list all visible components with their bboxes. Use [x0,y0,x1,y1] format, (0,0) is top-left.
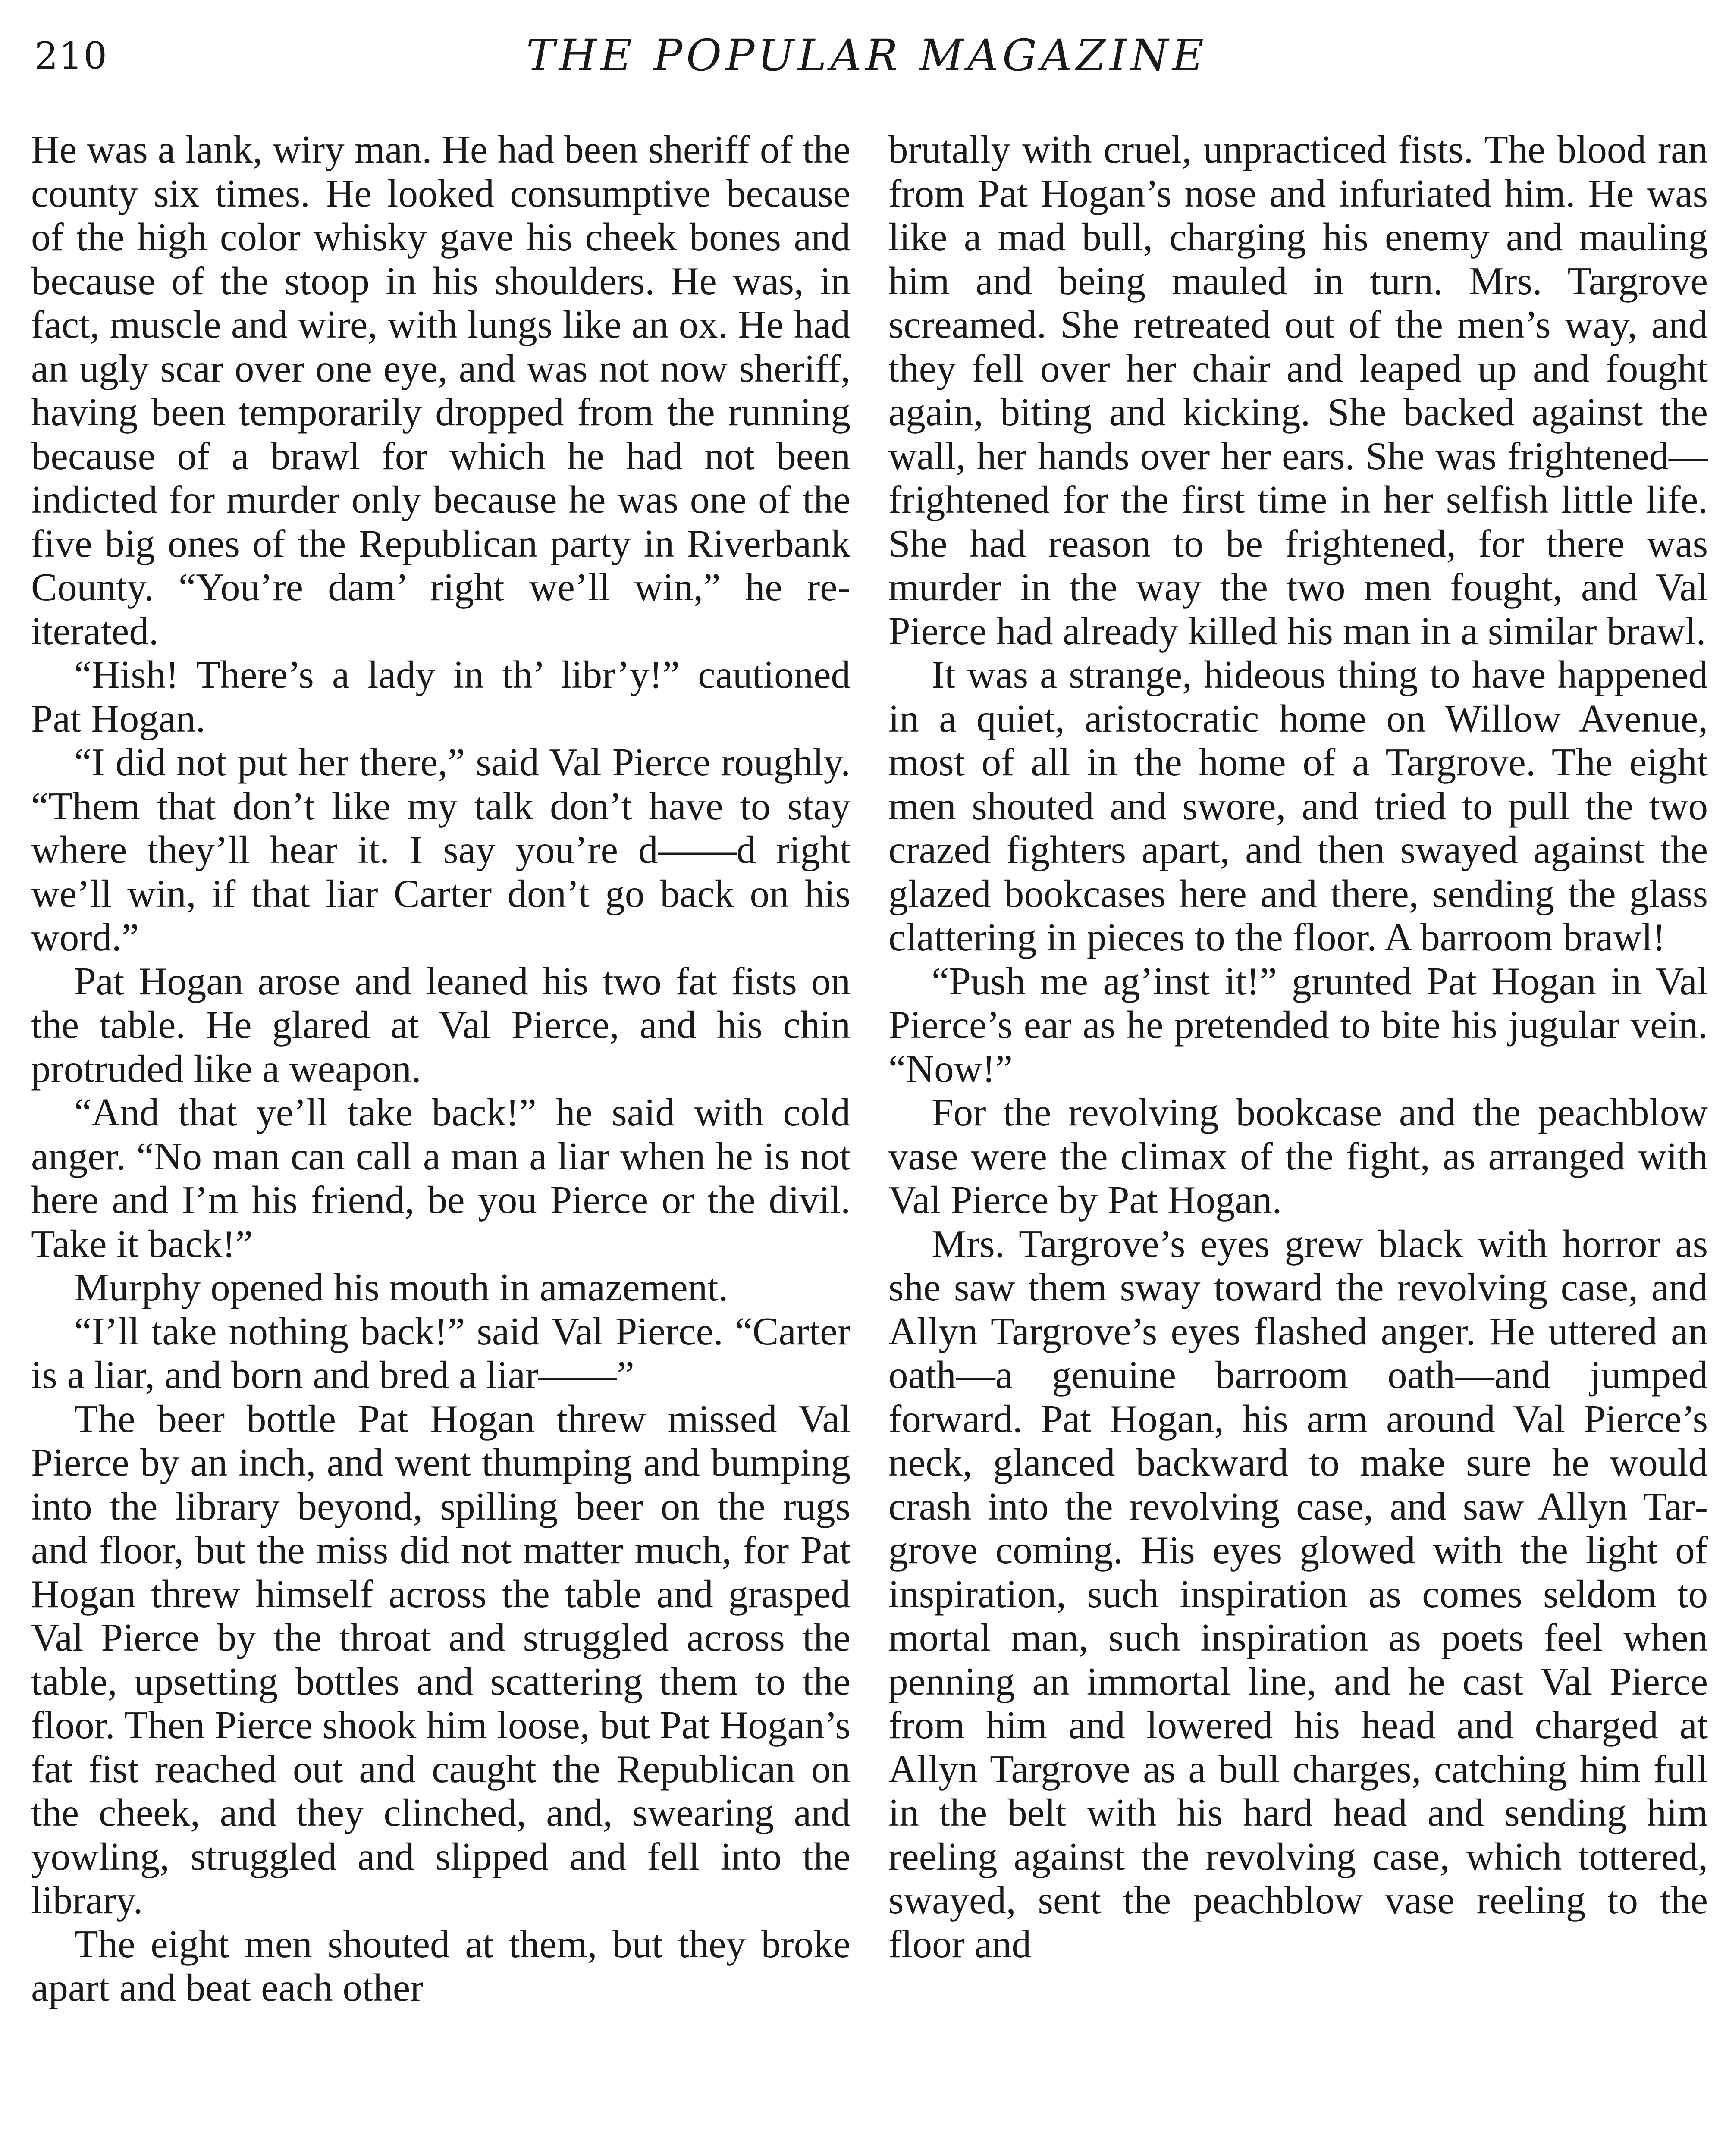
paragraph: “And that ye’ll take back!” he said with cold anger. “No man can call a man a liar when he is not here and I’m his friend, be you Pierce or the divil. Take it back!” [31,1091,850,1266]
page-header [35,26,1699,86]
paragraph: For the revolving bookcase and the peachblow vase were the climax of the fight, as arranged with Val Pierce by Pat Hogan. [888,1091,1708,1222]
page-number: 210 [35,34,108,78]
paragraph: “Hish! There’s a lady in th’ libr’y!” cautioned Pat Hogan. [31,653,850,740]
paragraph: “Push me ag’inst it!” grunted Pat Hogan in Val Pierce’s ear as he pretended to bite his jugular vein. “Now!” [888,959,1708,1091]
paragraph: brutally with cruel, unpracticed fists. The blood ran from Pat Hogan’s nose and infuriated him. He was like a mad bull, charging his enemy and mauling him and being mauled in turn. Mrs. Targrove screamed. She retreated out of the men’s way, and they fell over her chair and leaped up and fought again, biting and kicking. She backed against the wall, her hands over her ears. She was frightened—frightened for the first time in her selfish little life. She had reason to be frightened, for there was murder in the way the two men fought, and Val Pierce had already killed his man in a similar brawl. [888,128,1708,653]
paragraph: It was a strange, hideous thing to have happened in a quiet, aristocratic home on Willow Avenue, most of all in the home of a Targrove. The eight men shouted and swore, and tried to pull the two crazed fighters apart, and then swayed against the glazed bookcases here and there, sending the glass clattering in pieces to the floor. A barroom brawl! [888,653,1708,959]
left-column [31,128,850,2010]
paragraph: “I did not put her there,” said Val Pierce roughly. “Them that don’t like my talk don’t have to stay where they’ll hear it. I say you’re d——d right we’ll win, if that liar Carter don’t go back on his word.” [31,740,850,959]
paragraph: He was a lank, wiry man. He had been sheriff of the county six times. He looked consumptive because of the high color whisky gave his cheek bones and because of the stoop in his shoulders. He was, in fact, muscle and wire, with lungs like an ox. He had an ugly scar over one eye, and was not now sheriff, having been temporarily dropped from the running because of a brawl for which he had not been indicted for murder only because he was one of the five big ones of the Republican party in Riverbank County. “You’re dam’ right we’ll win,” he reiterated. [31,128,850,653]
right-column [888,128,1708,1966]
paragraph: Mrs. Targrove’s eyes grew black with horror as she saw them sway toward the revolving case, and Allyn Targrove’s eyes flashed anger. He uttered an oath—a genuine barroom oath—and jumped forward. Pat Hogan, his arm around Val Pierce’s neck, glanced backward to make sure he would crash into the revolving case, and saw Allyn Targrove coming. His eyes glowed with the light of inspiration, such inspiration as comes seldom to mortal man, such inspiration as poets feel when penning an immortal line, and he cast Val Pierce from him and lowered his head and charged at Allyn Targrove as a bull charges, catching him full in the belt with his hard head and sending him reeling against the revolving case, which tottered, swayed, sent the peachblow vase reeling to the floor and [888,1222,1708,1966]
paragraph: Pat Hogan arose and leaned his two fat fists on the table. He glared at Val Pierce, and his chin protruded like a weapon. [31,959,850,1091]
paragraph: The beer bottle Pat Hogan threw missed Val Pierce by an inch, and went thumping and bumping into the library beyond, spilling beer on the rugs and floor, but the miss did not matter much, for Pat Hogan threw himself across the table and grasped Val Pierce by the throat and struggled across the table, upsetting bottles and scattering them to the floor. Then Pierce shook him loose, but Pat Hogan’s fat fist reached out and caught the Republican on the cheek, and they clinched, and, swearing and yowling, struggled and slipped and fell into the library. [31,1397,850,1922]
paragraph: The eight men shouted at them, but they broke apart and beat each other [31,1922,850,2009]
running-title: THE POPULAR MAGAZINE [526,30,1208,81]
paragraph: Murphy opened his mouth in amazement. [74,1266,728,1309]
paragraph: “I’ll take nothing back!” said Val Pierce. “Carter is a liar, and born and bred a liar——” [31,1309,850,1397]
